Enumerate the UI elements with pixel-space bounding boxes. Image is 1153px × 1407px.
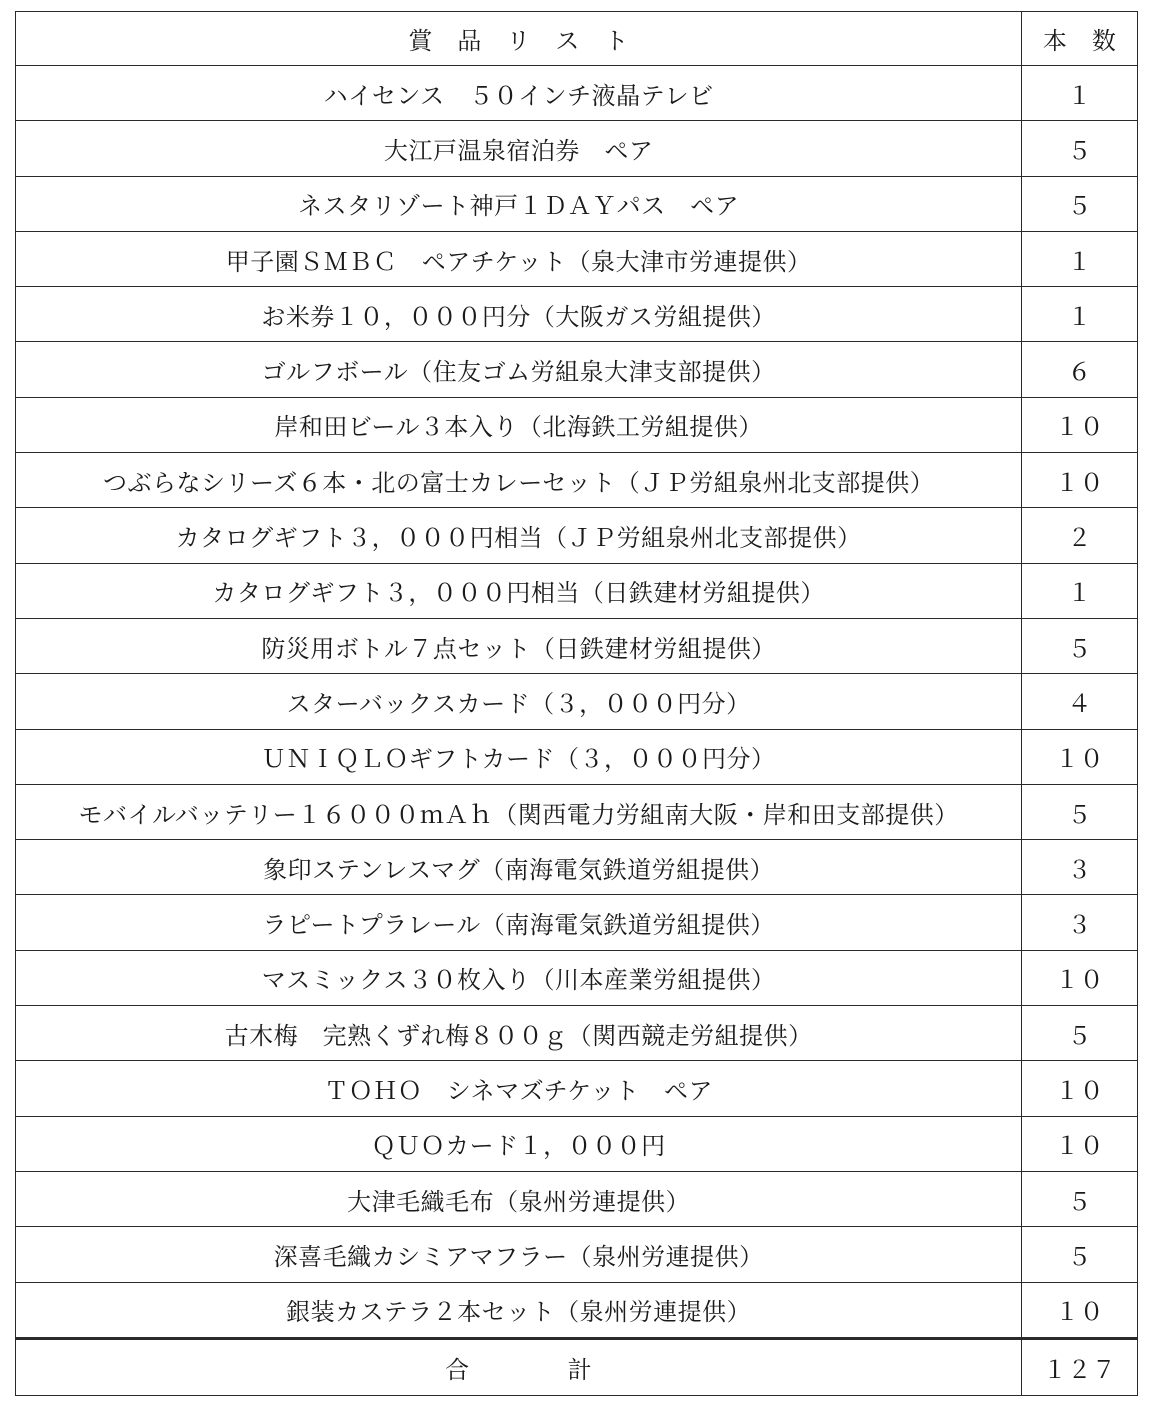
table-row — [16, 729, 1138, 784]
prize-name: スターバックスカード（３，０００円分） — [16, 674, 1022, 729]
prize-name: 岸和田ビール３本入り（北海鉄工労組提供） — [16, 397, 1022, 452]
prize-name: カタログギフト３，０００円相当（ＪＰ労組泉州北支部提供） — [16, 508, 1022, 563]
prize-name: ハイセンス ５０インチ液晶テレビ — [16, 66, 1022, 121]
table-row — [16, 453, 1138, 508]
prize-count: ５ — [1022, 618, 1138, 673]
prize-count: ５ — [1022, 1006, 1138, 1061]
prize-name: ゴルフボール（住友ゴム労組泉大津支部提供） — [16, 342, 1022, 397]
prize-count: ４ — [1022, 674, 1138, 729]
table-row — [16, 1171, 1138, 1226]
table-row — [16, 231, 1138, 286]
prize-count: ５ — [1022, 176, 1138, 231]
table-row — [16, 1282, 1138, 1338]
prize-count: １ — [1022, 66, 1138, 121]
prize-name: 大津毛織毛布（泉州労連提供） — [16, 1171, 1022, 1226]
table-row — [16, 1116, 1138, 1171]
prize-name: つぶらなシリーズ６本・北の富士カレーセット（ＪＰ労組泉州北支部提供） — [16, 453, 1022, 508]
prize-name: ＴＯＨＯ シネマズチケット ペア — [16, 1061, 1022, 1116]
prize-list-table — [15, 11, 1138, 1396]
table-row — [16, 618, 1138, 673]
table-row — [16, 1061, 1138, 1116]
prize-count: ５ — [1022, 1171, 1138, 1226]
header-row — [16, 12, 1138, 66]
prize-count: １０ — [1022, 950, 1138, 1005]
prize-name: 象印ステンレスマグ（南海電気鉄道労組提供） — [16, 840, 1022, 895]
table-row — [16, 508, 1138, 563]
table-row — [16, 840, 1138, 895]
prize-count: ５ — [1022, 121, 1138, 176]
prize-count: １０ — [1022, 1282, 1138, 1338]
prize-name: ラピートプラレール（南海電気鉄道労組提供） — [16, 895, 1022, 950]
table-row — [16, 176, 1138, 231]
table-row — [16, 1006, 1138, 1061]
prize-name: ＵＮＩＱＬＯギフトカード（３，０００円分） — [16, 729, 1022, 784]
prize-count: ２ — [1022, 508, 1138, 563]
prize-count: １０ — [1022, 1116, 1138, 1171]
total-row — [16, 1339, 1138, 1396]
table-row — [16, 563, 1138, 618]
total-label: 合 計 — [16, 1339, 1022, 1396]
prize-name: 防災用ボトル７点セット（日鉄建材労組提供） — [16, 618, 1022, 673]
prize-count: １ — [1022, 287, 1138, 342]
prize-count: １０ — [1022, 729, 1138, 784]
prize-count: ５ — [1022, 1227, 1138, 1282]
table-row — [16, 287, 1138, 342]
prize-name: 深喜毛織カシミアマフラー（泉州労連提供） — [16, 1227, 1022, 1282]
prize-name: 古木梅 完熟くずれ梅８００ｇ（関西競走労組提供） — [16, 1006, 1022, 1061]
prize-count: １０ — [1022, 397, 1138, 452]
prize-name: カタログギフト３，０００円相当（日鉄建材労組提供） — [16, 563, 1022, 618]
prize-name: 銀装カステラ２本セット（泉州労連提供） — [16, 1282, 1022, 1338]
prize-count: ６ — [1022, 342, 1138, 397]
prize-name: モバイルバッテリー１６０００ｍＡｈ（関西電力労組南大阪・岸和田支部提供） — [16, 784, 1022, 839]
table-row — [16, 895, 1138, 950]
prize-count: ３ — [1022, 895, 1138, 950]
prize-name: マスミックス３０枚入り（川本産業労組提供） — [16, 950, 1022, 1005]
table-row — [16, 342, 1138, 397]
table-row — [16, 121, 1138, 176]
total-count: １２７ — [1022, 1339, 1138, 1396]
prize-count: １０ — [1022, 1061, 1138, 1116]
table-row — [16, 950, 1138, 1005]
table-row — [16, 66, 1138, 121]
table-row — [16, 397, 1138, 452]
table-row — [16, 1227, 1138, 1282]
prize-count: ５ — [1022, 784, 1138, 839]
prize-count: １ — [1022, 231, 1138, 286]
prize-count: １ — [1022, 563, 1138, 618]
table-row — [16, 784, 1138, 839]
prize-name: 甲子園ＳＭＢＣ ペアチケット（泉大津市労連提供） — [16, 231, 1022, 286]
prize-name: 大江戸温泉宿泊券 ペア — [16, 121, 1022, 176]
header-count: 本 数 — [1022, 12, 1138, 66]
prize-name: お米券１０，０００円分（大阪ガス労組提供） — [16, 287, 1022, 342]
prize-name: ネスタリゾート神戸１ＤＡＹパス ペア — [16, 176, 1022, 231]
table-row — [16, 674, 1138, 729]
prize-count: １０ — [1022, 453, 1138, 508]
prize-name: ＱＵＯカード１，０００円 — [16, 1116, 1022, 1171]
prize-count: ３ — [1022, 840, 1138, 895]
header-item: 賞 品 リ ス ト — [16, 12, 1022, 66]
